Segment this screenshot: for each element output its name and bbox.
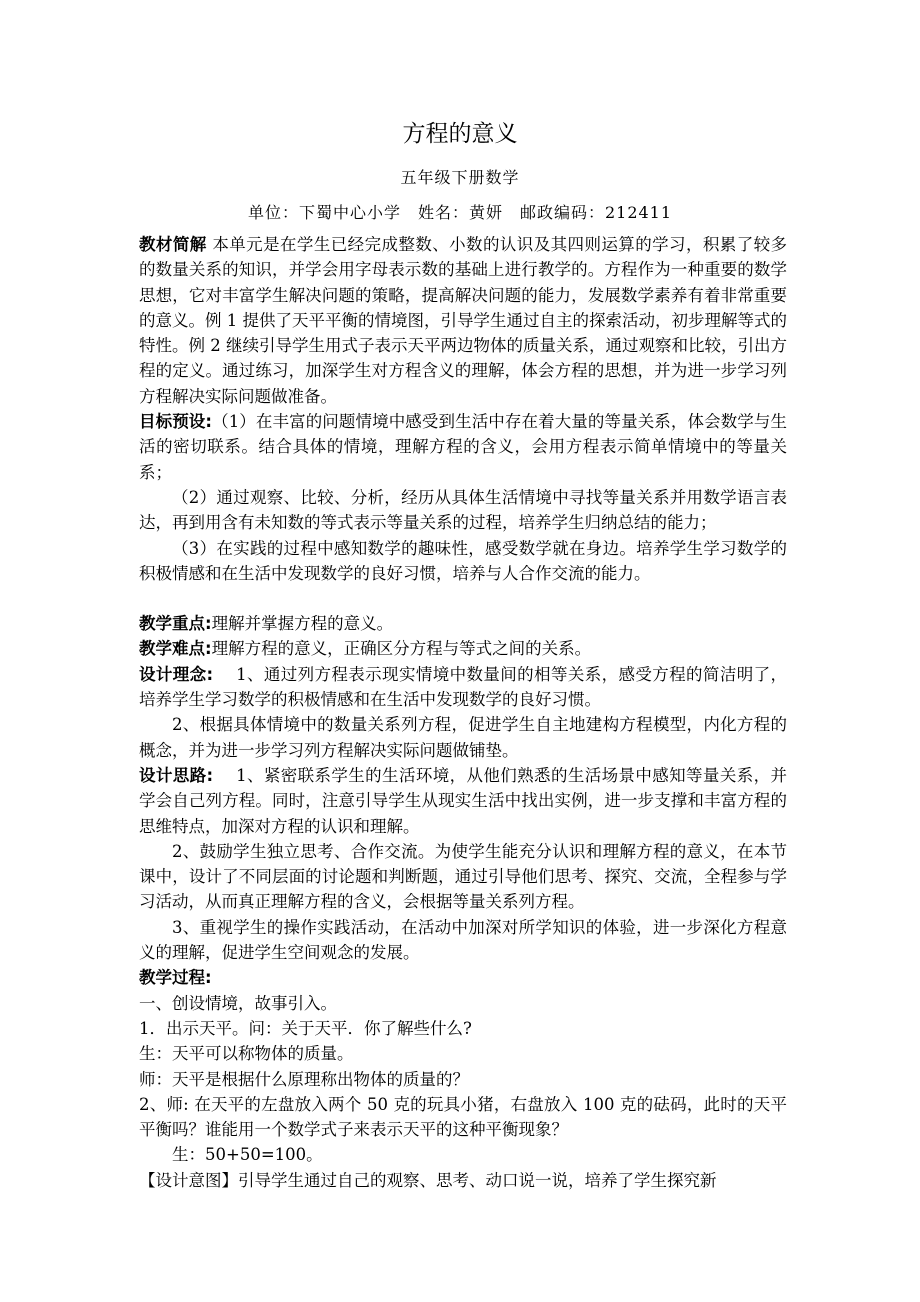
design-idea-label: 设计思路: xyxy=(139,765,214,785)
key-point-text: 理解并掌握方程的意义。 xyxy=(211,614,394,634)
process-line-7: 【设计意图】引导学生通过自己的观察、思考、动口说一说，培养了学生探究新 xyxy=(139,1170,717,1190)
document-subtitle: 五年级下册数学 xyxy=(400,168,520,187)
key-point-label: 教学重点: xyxy=(139,614,212,634)
goal-1: （1）在丰富的问题情境中感受到生活中存在着大量的等量关系，体会数学与生活的密切联系。结合具体的情境，理解方程的含义，会用方程表示简单情境中的等量关系； xyxy=(139,412,787,482)
goal-3: （3）在实践的过程中感知数学的趣味性，感受数学就在身边。培养学生学习数学的积极情感和在生活中发现数学的良好习惯，培养与人合作交流的能力。 xyxy=(139,538,787,583)
process-line-5: 2、师: 在天平的左盘放入两个 50 克的玩具小猪，右盘放入 100 克的砝码，此时的天平平衡吗？谁能用一个数学式子来表示天平的这种平衡现象？ xyxy=(139,1094,787,1140)
design-idea-p3: 3、重视学生的操作实践活动，在活动中加深对所学知识的体验，进一步深化方程意义的理解，促进学生空间观念的发展。 xyxy=(139,917,787,963)
document-title: 方程的意义 xyxy=(402,121,518,147)
design-idea-paragraph xyxy=(139,763,787,839)
process-label-line xyxy=(139,965,787,990)
process-line-4: 师：天平是根据什么原理称出物体的质量的？ xyxy=(139,1069,469,1089)
process-label: 教学过程: xyxy=(139,968,212,988)
key-point-paragraph xyxy=(139,611,787,636)
overview-text: 本单元是在学生已经完成整数、小数的认识及其四则运算的学习，积累了较多的数量关系的知识，并学会用字母表示数的基础上进行教学的。方程作为一种重要的数学思想，它对丰富学生解决问题的策略，提高解决问题的能力，发展数学素养有着非常重要的意义。例 1 提供了天平平衡的情境图，引导学生通过自主的探索活动，初步理解等式的特性。例 2 继续引导学生用式子表示天平两边物体的质量关系，通过观察和比较，引出方程的定义。通过练习，加深学生对方程含义的理解，体会方程的思想，并为进一步学习列方程解决实际问题做准备。 xyxy=(139,235,788,406)
difficulty-text: 理解方程的意义，正确区分方程与等式之间的关系。 xyxy=(211,639,592,659)
overview-paragraph xyxy=(139,232,787,409)
document-body xyxy=(139,232,787,1193)
process-line-2: 1．出示天平。问：关于天平．你了解些什么? xyxy=(139,1018,472,1038)
goals-label: 目标预设: xyxy=(139,412,212,432)
goals-paragraph xyxy=(139,409,787,485)
design-concept-p2: 2、根据具体情境中的数量关系列方程，促进学生自主地建构方程模型，内化方程的概念，并为进一步学习列方程解决实际问题做铺垫。 xyxy=(139,715,787,760)
design-concept-p1: 1、通过列方程表示现实情境中数量间的相等关系，感受方程的简洁明了，培养学生学习数学的积极情感和在生活中发现数学的良好习惯。 xyxy=(139,664,787,710)
process-line-6: 生：50+50=100。 xyxy=(172,1145,323,1165)
goal-2: （2）通过观察、比较、分析，经历从具体生活情境中寻找等量关系并用数学语言表达，再到用含有未知数的等式表示等量关系的过程，培养学生归纳总结的能力； xyxy=(139,487,787,533)
author-line: 单位：下蜀中心小学 姓名：黄妍 邮政编码：212411 xyxy=(247,203,673,222)
difficulty-paragraph xyxy=(139,636,787,661)
design-concept-label: 设计理念: xyxy=(139,664,214,684)
process-line-1: 一、创设情境，故事引入。 xyxy=(139,993,337,1013)
design-idea-p2: 2、鼓励学生独立思考、合作交流。为使学生能充分认识和理解方程的意义，在本节课中，设计了不同层面的讨论题和判断题，通过引导他们思考、探究、交流，全程参与学习活动，从而真正理解方程的含义，会根据等量关系列方程。 xyxy=(139,841,787,912)
spacer xyxy=(139,586,787,611)
design-concept-paragraph xyxy=(139,662,787,713)
process-line-3: 生：天平可以称物体的质量。 xyxy=(139,1044,354,1064)
difficulty-label: 教学难点: xyxy=(139,639,212,659)
design-idea-p1: 1、紧密联系学生的生活环境，从他们熟悉的生活场景中感知等量关系，并学会自己列方程。同时，注意引导学生从现实生活中找出实例，进一步支撑和丰富方程的思维特点，加深对方程的认识和理解。 xyxy=(139,765,787,836)
overview-label: 教材简解 xyxy=(139,235,207,254)
